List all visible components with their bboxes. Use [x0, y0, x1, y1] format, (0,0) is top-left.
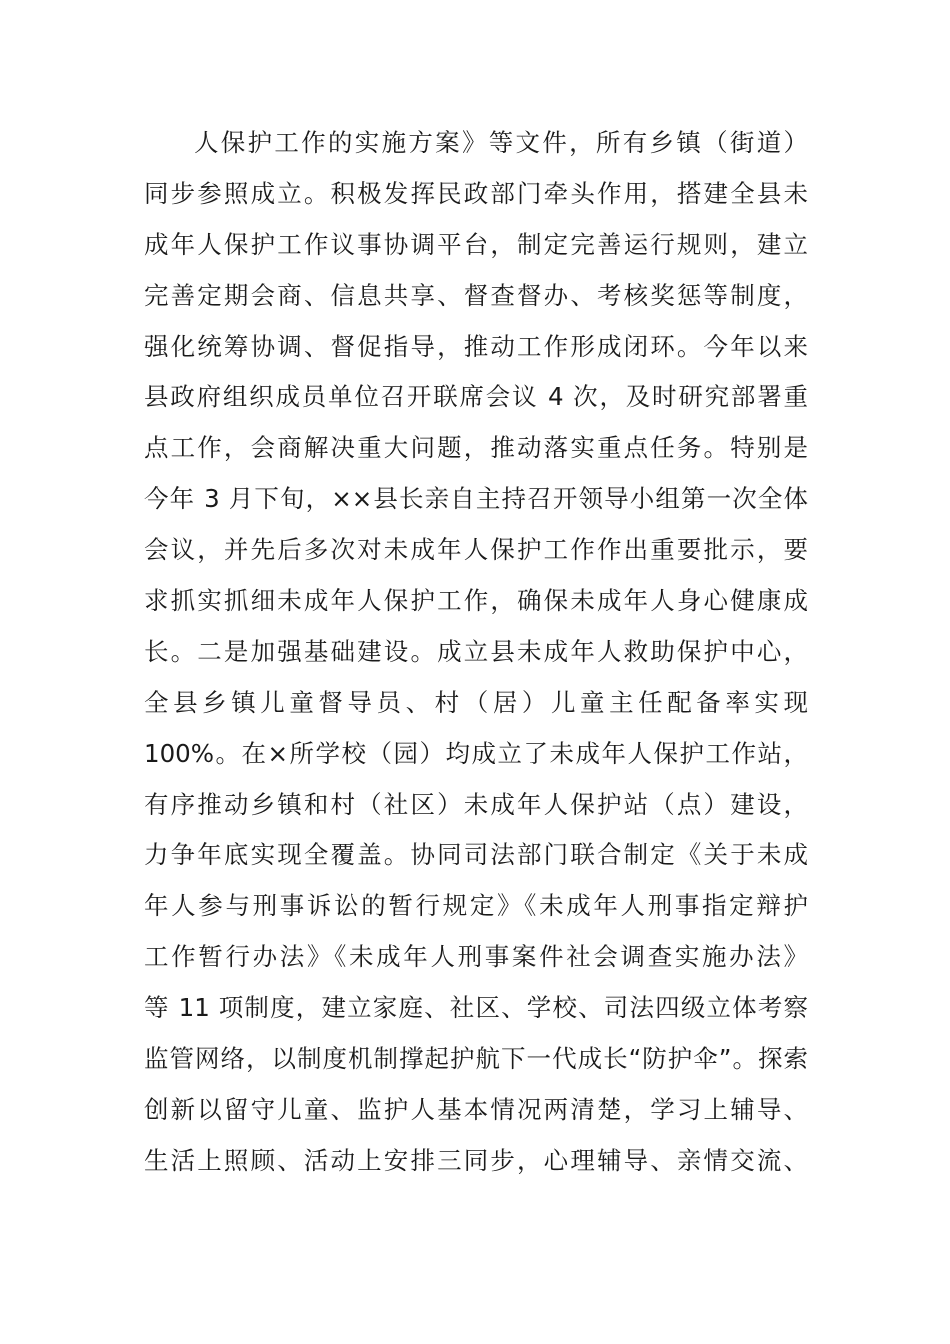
text-line: 人保护工作的实施方案》等文件，所有乡镇（街道） — [194, 128, 808, 157]
text-line: 100%。在×所学校（园）均成立了未成年人保护工作站， — [144, 738, 808, 768]
text-line: 等 11 项制度，建立家庭、社区、学校、司法四级立体考察 — [144, 993, 808, 1023]
text-line: 有序推动乡镇和村（社区）未成年人保护站（点）建设， — [144, 789, 808, 819]
text-line: 会议，并先后多次对未成年人保护工作作出重要批示，要 — [144, 535, 808, 565]
text-line: 完善定期会商、信息共享、督查督办、考核奖惩等制度， — [144, 280, 808, 310]
text-line: 工作暂行办法》《未成年人刑事案件社会调查实施办法》 — [144, 942, 808, 972]
text-line: 县政府组织成员单位召开联席会议 4 次，及时研究部署重 — [144, 382, 808, 412]
text-line: 强化统筹协调、督促指导，推动工作形成闭环。今年以来 — [144, 331, 808, 361]
text-line: 力争年底实现全覆盖。协同司法部门联合制定《关于未成 — [144, 840, 808, 870]
text-line: 年人参与刑事诉讼的暂行规定》《未成年人刑事指定辩护 — [144, 891, 808, 921]
body-paragraph — [144, 118, 808, 1187]
text-line: 创新以留守儿童、监护人基本情况两清楚，学习上辅导、 — [144, 1094, 808, 1124]
text-line: 今年 3 月下旬，××县长亲自主持召开领导小组第一次全体 — [144, 484, 808, 514]
text-line: 点工作，会商解决重大问题，推动落实重点任务。特别是 — [144, 433, 808, 463]
text-line: 全县乡镇儿童督导员、村（居）儿童主任配备率实现 — [144, 687, 808, 717]
text-line: 求抓实抓细未成年人保护工作，确保未成年人身心健康成 — [144, 586, 808, 616]
text-line: 长。二是加强基础建设。成立县未成年人救助保护中心， — [144, 636, 808, 666]
text-line: 成年人保护工作议事协调平台，制定完善运行规则，建立 — [144, 229, 808, 259]
text-line: 生活上照顾、活动上安排三同步，心理辅导、亲情交流、 — [144, 1145, 808, 1175]
text-line: 同步参照成立。积极发挥民政部门牵头作用，搭建全县未 — [144, 178, 808, 208]
text-line: 监管网络，以制度机制撑起护航下一代成长“防护伞”。探索 — [144, 1044, 808, 1074]
